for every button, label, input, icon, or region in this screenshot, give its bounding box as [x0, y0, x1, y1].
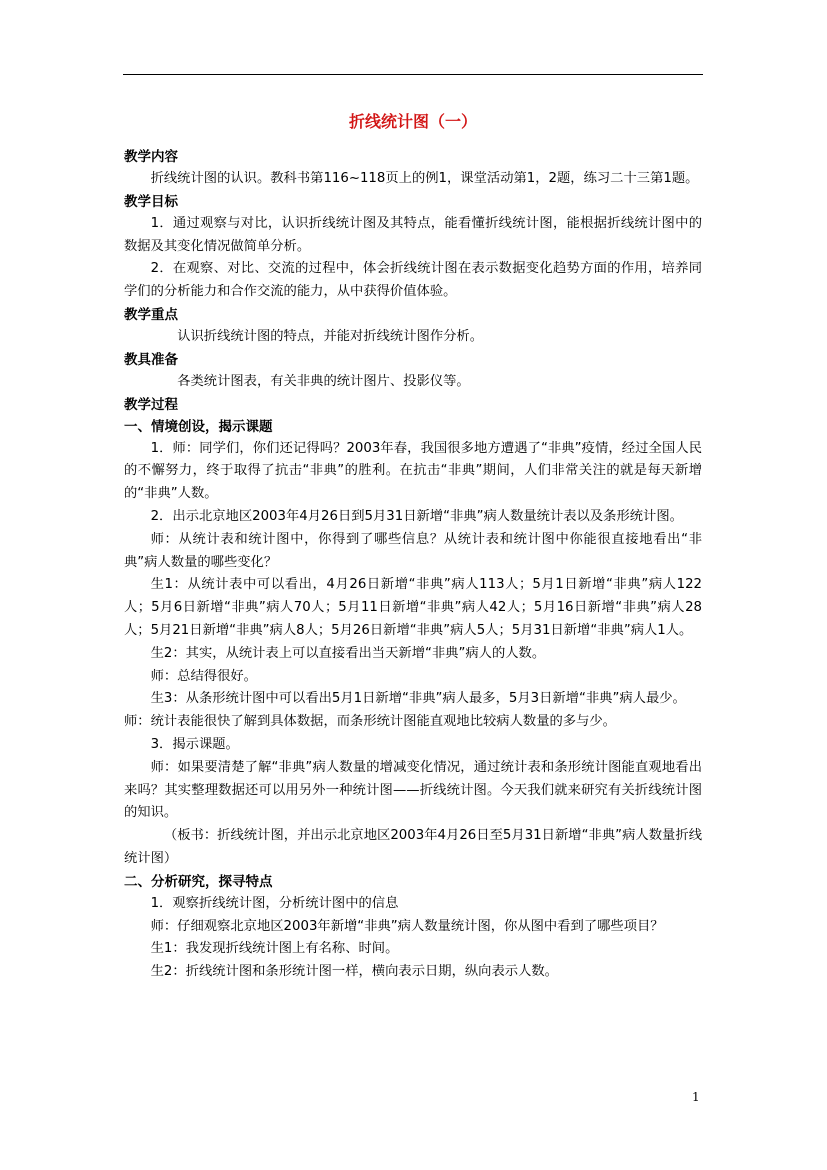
paragraph: 生1：从统计表中可以看出，4月26日新增“非典”病人113人；5月1日新增“非典”病人122人；5月6日新增“非典”病人70人；5月11日新增“非典”病人42人；5月16日新增“非典”病人28人；5月21日新增“非典”病人8人；5月26日新增“非典”病人5人；5月31日新增“非典”病人1人。 — [124, 577, 702, 638]
paragraph: 1．师：同学们，你们还记得吗？2003年春，我国很多地方遭遇了“非典”疫情，经过全国人民的不懈努力，终于取得了抗击“非典”的胜利。在抗击“非典”期间，人们非常关注的就是每天新增的“非典”人数。 — [124, 440, 702, 502]
paragraph: 2．在观察、对比、交流的过程中，体会折线统计图在表示数据变化趋势方面的作用，培养同学们的分析能力和合作交流的能力，从中获得价值体验。 — [124, 261, 702, 300]
paragraph: 师：从统计表和统计图中，你得到了哪些信息？从统计表和统计图中你能很直接地看出“非典”病人数量的哪些变化？ — [124, 531, 702, 570]
paragraph: 1．通过观察与对比，认识折线统计图及其特点，能看懂折线统计图，能根据折线统计图中的数据及其变化情况做简单分析。 — [124, 215, 702, 254]
paragraph: 折线统计图的认识。教科书第116~118页上的例1，课堂活动第1，2题，练习二十三第1题。 — [150, 171, 699, 186]
page-title: 折线统计图（一） — [348, 112, 477, 131]
section-heading: 一、情境创设，揭示课题 — [124, 418, 273, 435]
section-heading: 教学内容 — [124, 149, 178, 165]
paragraph: 3．揭示课题。 — [150, 736, 239, 752]
section-heading: 教学目标 — [124, 193, 178, 210]
page-number: 1 — [692, 1090, 700, 1104]
paragraph: 生3：从条形统计图中可以看出5月1日新增“非典”病人最多，5月3日新增“非典”病人最少。 — [150, 691, 686, 707]
paragraph: 各类统计图表，有关非典的统计图片、投影仪等。 — [177, 373, 470, 389]
paragraph: 师：如果要清楚了解“非典”病人数量的增减变化情况，通过统计表和条形统计图能直观地看出来吗？其实整理数据还可以用另外一种统计图——折线统计图。今天我们就来研究有关折线统计图的知识。 — [124, 759, 702, 821]
paragraph: 1．观察折线统计图，分析统计图中的信息 — [150, 895, 399, 911]
section-heading: 教具准备 — [124, 351, 178, 368]
paragraph: 生2：其实，从统计表上可以直接看出当天新增“非典”病人的人数。 — [150, 645, 546, 661]
section-heading: 教学重点 — [124, 306, 178, 323]
document-body — [124, 110, 702, 984]
header-rule — [123, 74, 703, 75]
paragraph: 生1：我发现折线统计图上有名称、时间。 — [150, 941, 399, 957]
paragraph: 师：总结得很好。 — [150, 668, 257, 684]
paragraph: 认识折线统计图的特点，并能对折线统计图作分析。 — [177, 328, 484, 344]
paragraph: 2．出示北京地区2003年4月26日到5月31日新增“非典”病人数量统计表以及条形统计图。 — [150, 508, 683, 524]
section-heading: 二、分析研究，探寻特点 — [124, 873, 273, 890]
paragraph: 师：统计表能很快了解到具体数据，而条形统计图能直观地比较病人数量的多与少。 — [124, 714, 616, 730]
paragraph: 生2：折线统计图和条形统计图一样，横向表示日期，纵向表示人数。 — [150, 964, 558, 980]
paragraph: 师：仔细观察北京地区2003年新增“非典”病人数量统计图，你从图中看到了哪些项目？ — [150, 918, 664, 934]
section-heading: 教学过程 — [124, 396, 178, 413]
paragraph: （板书：折线统计图，并出示北京地区2003年4月26日至5月31日新增“非典”病人数量折线统计图） — [124, 828, 702, 866]
